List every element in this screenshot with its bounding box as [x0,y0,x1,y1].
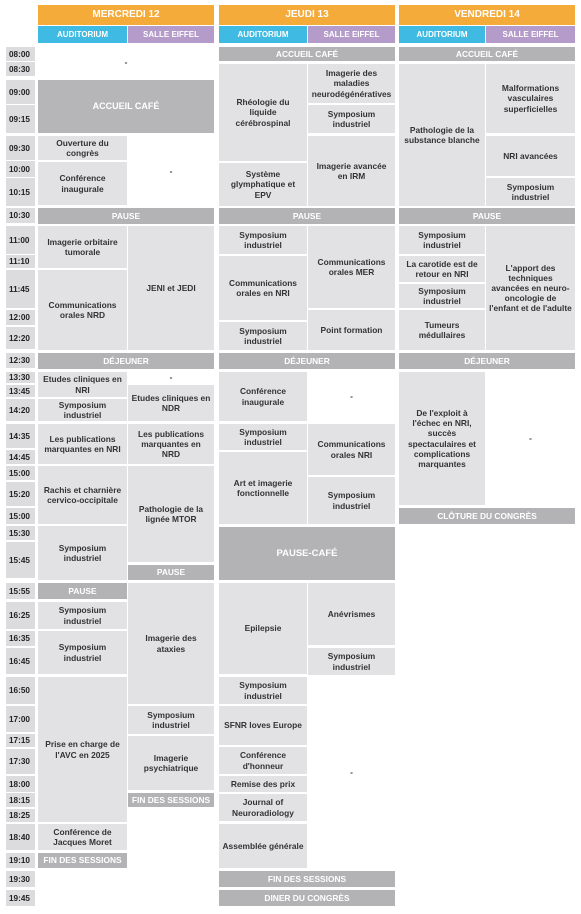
time-label: 09:15 [6,105,35,133]
time-label: 15:30 [6,526,35,540]
mercredi-symposium[interactable]: Symposium industriel [38,526,127,580]
time-label: 09:30 [6,136,35,160]
time-label: 16:50 [6,677,35,704]
mercredi-publications-nri[interactable]: Les publications marquantes en NRI [38,424,127,464]
mercredi-fin-sessions-eiffel: FIN DES SESSIONS [128,793,214,807]
time-label: 11:10 [6,255,35,268]
jeudi-pause: PAUSE [219,208,395,224]
jeudi-fin-sessions: FIN DES SESSIONS [219,871,395,887]
mercredi-pause-auditorium: PAUSE [38,583,127,599]
mercredi-imagerie-psychiatrique[interactable]: Imagerie psychiatrique [128,736,214,790]
time-label: 16:45 [6,648,35,674]
jeudi-symposium[interactable]: Symposium industriel [219,226,307,254]
jeudi-anevrismes[interactable]: Anévrismes [308,583,395,645]
mercredi-communications-nrd[interactable]: Communications orales NRD [38,270,127,350]
time-label: 18:15 [6,793,35,807]
jeudi-dejeuner: DÉJEUNER [219,353,395,369]
empty-slot-dash: - [308,677,395,868]
mercredi-symposium[interactable]: Symposium industriel [128,706,214,734]
jeudi-remise-des-prix[interactable]: Remise des prix [219,776,307,792]
vendredi-pathologie-substance-blanche[interactable]: Pathologie de la substance blanche [399,64,485,206]
time-label: 09:00 [6,80,35,104]
jeudi-symposium[interactable]: Symposium industriel [308,477,395,524]
mercredi-pause-eiffel: PAUSE [128,565,214,580]
time-label: 08:00 [6,47,35,61]
time-label: 18:00 [6,776,35,792]
vendredi-accueil-cafe: ACCUEIL CAFÉ [399,47,575,61]
vendredi-carotide[interactable]: La carotide est de retour en NRI [399,256,485,282]
jeudi-assemblee-generale[interactable]: Assemblée générale [219,824,307,868]
time-label: 14:45 [6,450,35,464]
mercredi-publications-nrd[interactable]: Les publications marquantes en NRD [128,424,214,464]
time-label: 18:25 [6,809,35,822]
vendredi-symposium[interactable]: Symposium industriel [399,226,485,254]
empty-slot-dash: - [128,136,214,206]
mercredi-pathologie-mtor[interactable]: Pathologie de la lignée MTOR [128,466,214,562]
vendredi-pause: PAUSE [399,208,575,224]
jeudi-rheologie[interactable]: Rhéologie du liquide cérébrospinal [219,64,307,161]
jeudi-conference-honneur[interactable]: Conférence d'honneur [219,747,307,774]
room-auditorium-jeudi: AUDITORIUM [219,26,307,43]
vendredi-malformations-vasculaires[interactable]: Malformations vasculaires superficielles [486,64,575,133]
vendredi-exploit-echec-nri[interactable]: De l'exploit à l'échec en NRI, succès spectaculaires et complications marquantes [399,372,485,505]
time-label: 15:20 [6,482,35,506]
day-header-vendredi: VENDREDI 14 [399,5,575,25]
jeudi-pause-cafe: PAUSE-CAFÉ [219,527,395,580]
mercredi-accueil-cafe: ACCUEIL CAFÉ [38,80,214,133]
jeudi-journal-of-neuroradiology[interactable]: Journal of Neuroradiology [219,794,307,821]
jeudi-accueil-cafe: ACCUEIL CAFÉ [219,47,395,61]
time-label: 10:15 [6,178,35,206]
room-auditorium-mercredi: AUDITORIUM [38,26,127,43]
time-label: 19:30 [6,871,35,887]
vendredi-dejeuner: DÉJEUNER [399,353,575,369]
jeudi-symposium[interactable]: Symposium industriel [219,677,307,704]
jeudi-communications-mer[interactable]: Communications orales MER [308,226,395,308]
room-eiffel-jeudi: SALLE EIFFEL [308,26,395,43]
jeudi-symposium[interactable]: Symposium industriel [308,648,395,675]
empty-slot-dash: - [486,372,575,505]
time-label: 13:45 [6,385,35,397]
mercredi-symposium[interactable]: Symposium industriel [38,631,127,674]
room-auditorium-vendredi: AUDITORIUM [399,26,485,43]
jeudi-imagerie-avancee-irm[interactable]: Imagerie avancée en IRM [308,136,395,206]
time-label: 18:40 [6,824,35,850]
mercredi-jeni-jedi[interactable]: JENI et JEDI [128,226,214,350]
mercredi-conference-jacques-moret[interactable]: Conférence de Jacques Moret [38,824,127,850]
jeudi-sfnr-loves-europe[interactable]: SFNR loves Europe [219,706,307,745]
mercredi-ouverture[interactable]: Ouverture du congrès [38,136,127,160]
mercredi-prise-en-charge-avc[interactable]: Prise en charge de l'AVC en 2025 [38,677,127,822]
jeudi-epilepsie[interactable]: Epilepsie [219,583,307,674]
vendredi-tumeurs-medullaires[interactable]: Tumeurs médullaires [399,310,485,350]
time-label: 17:15 [6,734,35,747]
time-label: 10:00 [6,161,35,177]
mercredi-etudes-nri[interactable]: Etudes cliniques en NRI [38,372,127,397]
time-label: 10:30 [6,208,35,223]
empty-slot-dash: - [38,47,214,77]
jeudi-systeme-glymphatique[interactable]: Système glymphatique et EPV [219,163,307,206]
time-label: 12:30 [6,353,35,368]
mercredi-imagerie-orbitaire[interactable]: Imagerie orbitaire tumorale [38,226,127,268]
jeudi-symposium[interactable]: Symposium industriel [219,424,307,450]
time-label: 14:35 [6,424,35,448]
jeudi-communications-nri[interactable]: Communications orales NRI [308,424,395,475]
vendredi-symposium[interactable]: Symposium industriel [486,178,575,206]
time-label: 15:45 [6,542,35,578]
time-label: 12:20 [6,327,35,349]
room-eiffel-mercredi: SALLE EIFFEL [128,26,214,43]
time-label: 17:30 [6,749,35,774]
vendredi-neuro-oncologie[interactable]: L'apport des techniques avancées en neuro-oncologie de l'enfant et de l'adulte [486,226,575,350]
empty-slot-dash: - [128,372,214,383]
time-label: 15:55 [6,583,35,599]
vendredi-symposium[interactable]: Symposium industriel [399,284,485,308]
day-header-jeudi: JEUDI 13 [219,5,395,25]
mercredi-symposium[interactable]: Symposium industriel [38,399,127,421]
empty-slot-dash: - [308,372,395,421]
jeudi-imagerie-neurodegeneratives[interactable]: Imagerie des maladies neurodégénératives [308,64,395,103]
jeudi-symposium[interactable]: Symposium industriel [308,105,395,133]
mercredi-pause: PAUSE [38,208,214,224]
time-label: 11:45 [6,270,35,308]
time-label: 19:10 [6,853,35,868]
vendredi-cloture-du-congres: CLÔTURE DU CONGRÈS [399,508,575,524]
time-label: 13:30 [6,372,35,383]
mercredi-conference-inaugurale[interactable]: Conférence inaugurale [38,162,127,205]
mercredi-imagerie-ataxies[interactable]: Imagerie des ataxies [128,583,214,704]
time-label: 17:00 [6,706,35,732]
time-label: 15:00 [6,466,35,480]
mercredi-rachis[interactable]: Rachis et charnière cervico-occipitale [38,466,127,524]
jeudi-point-formation[interactable]: Point formation [308,310,395,350]
mercredi-symposium[interactable]: Symposium industriel [38,602,127,629]
time-label: 08:30 [6,62,35,76]
jeudi-conference-inaugurale[interactable]: Conférence inaugurale [219,372,307,421]
mercredi-fin-sessions-auditorium: FIN DES SESSIONS [38,853,127,868]
day-header-mercredi: MERCREDI 12 [38,5,214,25]
time-label: 16:35 [6,631,35,646]
jeudi-communications-nri[interactable]: Communications orales en NRI [219,256,307,320]
jeudi-symposium[interactable]: Symposium industriel [219,322,307,350]
vendredi-nri-avancees[interactable]: NRI avancées [486,136,575,176]
time-label: 11:00 [6,226,35,254]
mercredi-dejeuner: DÉJEUNER [38,353,214,369]
time-label: 16:25 [6,602,35,629]
room-eiffel-vendredi: SALLE EIFFEL [486,26,575,43]
time-label: 12:00 [6,310,35,325]
mercredi-etudes-ndr[interactable]: Etudes cliniques en NDR [128,385,214,421]
jeudi-diner-du-congres: DINER DU CONGRÈS [219,890,395,906]
time-label: 14:20 [6,399,35,421]
time-label: 19:45 [6,890,35,906]
jeudi-art-imagerie-fonctionnelle[interactable]: Art et imagerie fonctionnelle [219,452,307,524]
time-label: 15:00 [6,508,35,524]
